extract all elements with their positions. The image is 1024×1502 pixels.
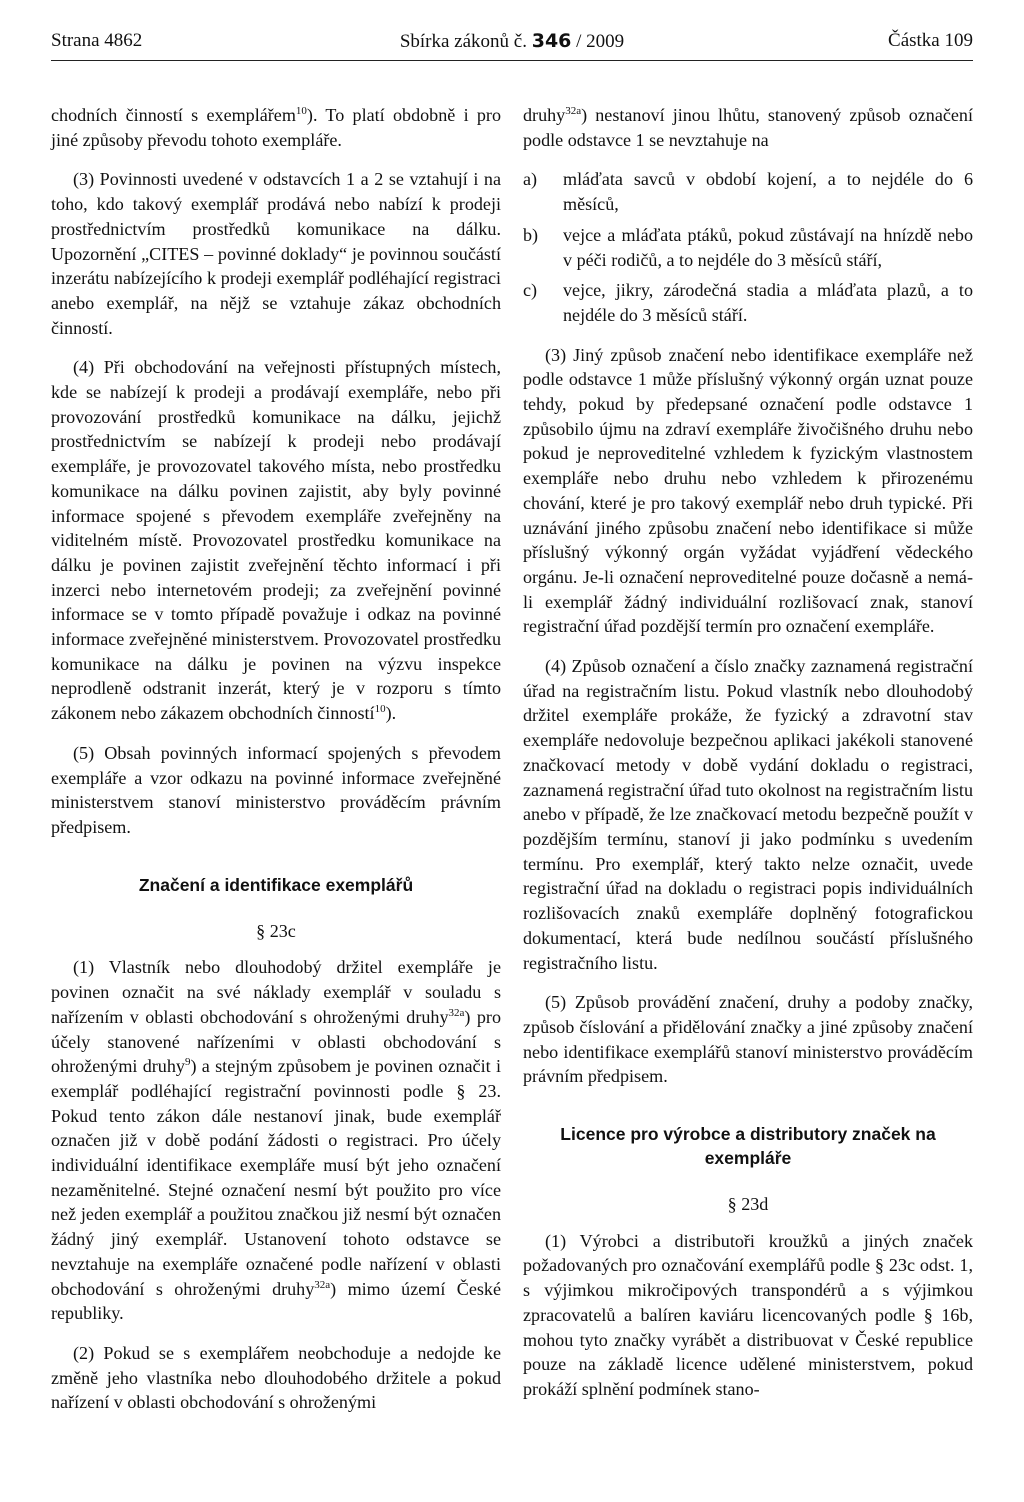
section-number: § 23d xyxy=(727,1194,769,1215)
footnote-ref: 10 xyxy=(295,105,307,117)
text: ) nestanoví jinou lhůtu, stanovený způsob označení podle odstavce 1 se nevztahuje na xyxy=(523,105,973,150)
list-item xyxy=(523,167,973,216)
page-header xyxy=(51,30,973,60)
text: chodních činností s exemplářem xyxy=(51,105,296,125)
text: ) mimo území České republiky. xyxy=(51,1278,501,1324)
paragraph xyxy=(51,955,501,1326)
list-item xyxy=(523,223,973,272)
paragraph xyxy=(51,103,501,152)
left-column xyxy=(51,103,501,1430)
list-text: mláďata savců v období kojení, a to nejdéle do 6 měsíců, xyxy=(563,169,973,215)
paragraph: (2) Pokud se s exemplářem neobchoduje a nedojde ke změně jeho vlastníka nebo dlouhodobého držitele a pokud nařízení v oblasti obchodování s ohroženými xyxy=(51,1342,501,1413)
footnote-ref: 32a xyxy=(314,1278,331,1291)
section-heading: Licence pro výrobce a distributory značek na exempláře xyxy=(560,1124,936,1169)
footnote-ref: 10 xyxy=(374,703,386,716)
text: ). xyxy=(385,703,397,724)
list-label: b) xyxy=(523,224,539,245)
paragraph: (5) Způsob provádění značení, druhy a podoby značky, způsob číslování a přidělování značky a jiné způsoby značení nebo identifikace exemplářů stanoví ministerstvo prováděcím právním předpisem. xyxy=(523,992,973,1087)
text: ) a stejným způsobem je povinen označit i exemplář podléhající registrační povinnosti podle § 23. Pokud tento zákon dále nestanoví jinak, bude exemplář označen již v době podání žádosti o registraci. Pro účely individuální identifikace exempláře musí být jeho označení nezaměnitelné. Stejné označení nesmí být použito pro více než jeden exemplář a použitou značkou již nesmí být označen žádný jiný exemplář. Ustanovení tohoto odstavce se nevztahuje na exempláře označené podle nařízení v oblasti obchodování s ohroženými druhy xyxy=(51,1056,501,1299)
paragraph xyxy=(51,355,501,726)
section-number: § 23c xyxy=(256,920,296,941)
text: (4) Při obchodování na veřejnosti přístupných místech, kde se nabízejí k prodeji a prodávají exempláře, nebo při provozování prostředků komunikace na dálku, jejichž prostřednictvím se nabízejí k prodeji nebo prodávají exempláře, je provozovatel takového místa, nebo prostředku komunikace na dálku povinen zajistit, aby byly povinné informace spojené s převodem exempláře zveřejněny na viditelném místě. Provozovatel prostředku komunikace na dálku je povinen zajistit zveřejnění těchto informací i při inzerci nebo internetovém prodeji; za zveřejnění povinné informace se v tomto případě považuje i odkaz na povinné informace zveřejněné ministerstvem. Provozovatel prostředku komunikace na dálku je povinen na výzvu inspekce neprodleně odstranit inzerát, který je v rozporu s tímto zákonem nebo zákazem obchodních činností xyxy=(51,357,501,724)
list-item xyxy=(523,278,973,327)
law-number: 346 xyxy=(531,30,572,52)
right-column xyxy=(523,103,973,1417)
law-year: / 2009 xyxy=(576,31,625,52)
section-heading: Značení a identifikace exemplářů xyxy=(138,874,414,895)
page-number: Strana 4862 xyxy=(51,30,143,51)
paragraph: (5) Obsah povinných informací spojených s převodem exempláře a vzor odkazu na povinné informace zveřejněné ministerstvem stanoví ministerstvo prováděcím právním předpisem. xyxy=(51,742,501,837)
collection-title xyxy=(51,30,973,53)
footnote-ref: 9 xyxy=(184,1056,191,1069)
list-label: c) xyxy=(523,280,538,301)
text: (1) Vlastník nebo dlouhodobý držitel exempláře je povinen označit na své náklady exemplář v souladu s nařízením v oblasti obchodování s ohroženými druhy xyxy=(51,957,501,1027)
list-text: vejce, jikry, zárodečná stadia a mláďata plazů, a to nejdéle do 3 měsíců stáří. xyxy=(563,280,973,325)
text: ). To platí obdobně i pro jiné způsoby převodu tohoto exempláře. xyxy=(51,105,501,150)
collection-label: Sbírka zákonů č. xyxy=(399,31,527,52)
list-text: vejce a mláďata ptáků, pokud zůstávají na hnízdě nebo v péči rodičů, a to nejdéle do 3 měsíců stáří, xyxy=(563,224,973,270)
paragraph: (4) Způsob označení a číslo značky zaznamená registrační úřad na registračním listu. Pokud vlastník nebo dlouhodobý držitel exempláře prokáže, že fyzický a zdravotní stav exempláře nedovoluje bezpečnou aplikaci jakékoli stanovené značkovací metody v době vydání dokladu o registraci, zaznamená registrační úřad tuto okolnost na registračním listu anebo v případě, že lze značkovací metodu bezpečně použít v pozdějším termínu, stanoví ji jako podmínku s uvedením termínu. Pro exemplář, který takto nelze označit, uvede registrační úřad na dokladu o registraci popis individuálních rozlišovacích znaků exempláře doplněný fotografickou dokumentací, která bude nedílnou součástí příslušného registračního listu. xyxy=(523,656,973,973)
header-rule xyxy=(51,60,973,61)
text: druhy xyxy=(523,105,566,125)
footnote-ref: 32a xyxy=(448,1006,465,1019)
footnote-ref: 32a xyxy=(565,105,582,117)
part-number: Částka 109 xyxy=(888,30,973,51)
text: ) pro účely stanovené nařízeními v oblasti obchodování s ohroženými druhy xyxy=(51,1006,501,1077)
paragraph xyxy=(523,103,973,152)
paragraph: (3) Povinnosti uvedené v odstavcích 1 a 2 se vztahují i na toho, kdo takový exemplář prodává nebo nabízí k prodeji prostřednictvím prostředků komunikace na dálku. Upozornění „CITES – povinné doklady“ je povinnou součástí inzerátu nabízejícího k prodeji exemplář podléhající registraci anebo exemplář, na nějž se vztahuje zákaz obchodních činností. xyxy=(51,169,501,338)
paragraph: (1) Výrobci a distributoři kroužků a jiných značek požadovaných pro označování exemplářů podle § 23c odst. 1, s výjimkou mikročipových transpondérů a s výjimkou zpracovatelů a balíren kaviáru licencovaných podle § 16b, mohou tyto značky vyrábět a distribuovat v České republice pouze na základě licence udělené ministerstvem, pokud prokáží splnění podmínek stano- xyxy=(523,1230,973,1399)
list-label: a) xyxy=(523,169,538,190)
paragraph: (3) Jiný způsob značení nebo identifikace exempláře než podle odstavce 1 může příslušný výkonný orgán uznat pouze tehdy, pokud by předepsané označení podle odstavce 1 způsobilo újmu na zdraví exempláře živočišného druhu nebo pokud je neproveditelné vzhledem k fyzickým vlastnostem exempláře nebo druhu nebo vzhledem k přirozenému chování, které je pro takový exemplář nebo druh typické. Při uznávání jiného způsobu značení nebo identifikace si může příslušný výkonný orgán vyžádat vyjádření vědeckého orgánu. Je-li označení neproveditelné pouze dočasně a nemá-li exemplář žádný individuální rozlišovací znak, stanoví registrační úřad pozdější termín pro označení exempláře. xyxy=(523,344,973,637)
